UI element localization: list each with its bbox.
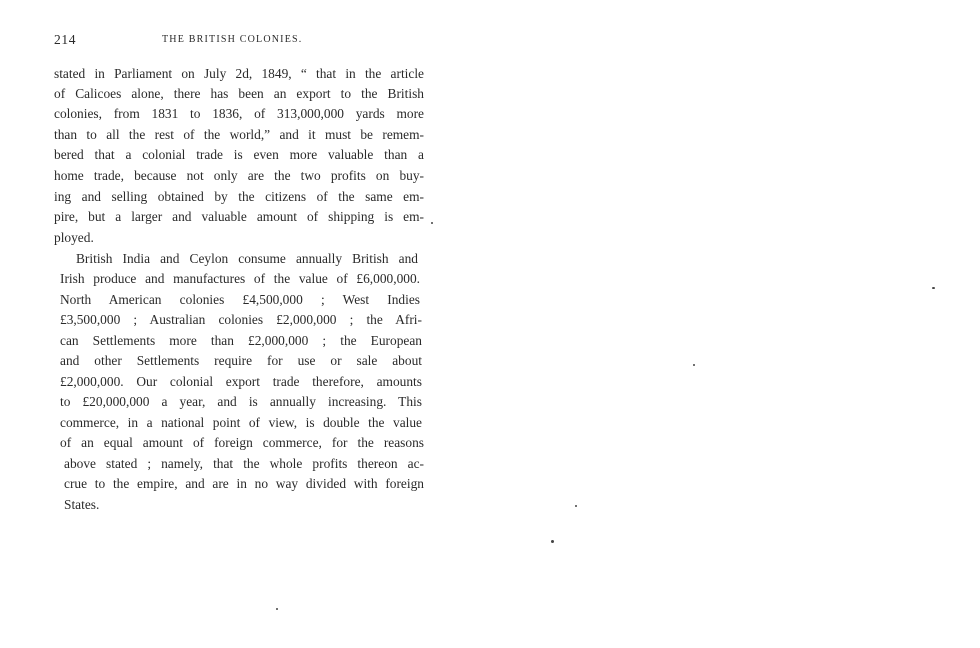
text-line: stated in Parliament on July 2d, 1849, “ that in the article xyxy=(54,66,424,81)
running-title: THE BRITISH COLONIES. xyxy=(162,34,303,45)
text-line: commerce, in a national point of view, is double the value xyxy=(60,415,422,430)
text-line: of Calicoes alone, there has been an export to the British xyxy=(54,86,424,101)
text-line: ing and selling obtained by the citizens of the same em- xyxy=(54,189,424,204)
scan-speck xyxy=(276,608,278,610)
scan-speck xyxy=(693,364,695,366)
text-line: ployed. xyxy=(54,230,94,245)
text-line: of an equal amount of foreign commerce, for the reasons xyxy=(60,435,424,450)
text-line: above stated ; namely, that the whole profits thereon ac- xyxy=(64,456,424,471)
scan-speck xyxy=(575,505,577,507)
page-number: 214 xyxy=(54,32,77,47)
text-line: bered that a colonial trade is even more valuable than a xyxy=(54,147,424,162)
text-line: States. xyxy=(64,497,100,512)
text-line: £2,000,000. Our colonial export trade therefore, amounts xyxy=(60,374,422,389)
text-line: Irish produce and manufactures of the value of £6,000,000. xyxy=(60,271,420,286)
text-line: than to all the rest of the world,” and it must be remem- xyxy=(54,127,424,142)
text-line: and other Settlements require for use or sale about xyxy=(60,353,422,368)
running-head xyxy=(54,32,434,48)
text-line: North American colonies £4,500,000 ; West Indies xyxy=(60,292,420,307)
text-line: colonies, from 1831 to 1836, of 313,000,000 yards more xyxy=(54,106,424,121)
text-line: £3,500,000 ; Australian colonies £2,000,000 ; the Afri- xyxy=(60,312,422,327)
scan-speck xyxy=(431,222,433,224)
text-line: can Settlements more than £2,000,000 ; the European xyxy=(60,333,422,348)
text-line: crue to the empire, and are in no way divided with foreign xyxy=(64,476,424,491)
text-line: to £20,000,000 a year, and is annually increasing. This xyxy=(60,394,422,409)
scan-speck xyxy=(551,540,554,543)
text-line: British India and Ceylon consume annually British and xyxy=(76,251,418,266)
text-line: home trade, because not only are the two profits on buy- xyxy=(54,168,424,183)
text-line: pire, but a larger and valuable amount of shipping is em- xyxy=(54,209,424,224)
scan-speck xyxy=(932,287,935,289)
